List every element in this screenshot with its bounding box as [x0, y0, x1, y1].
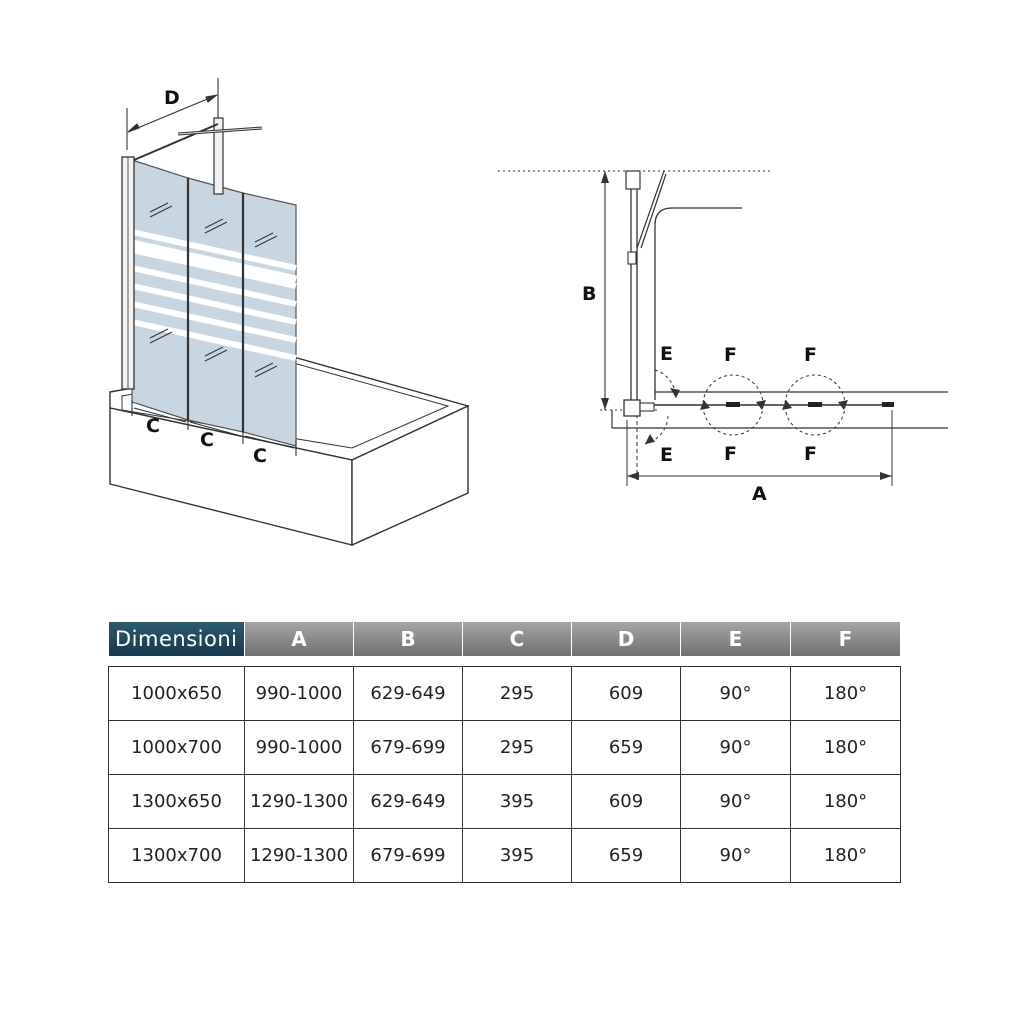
cell-a: 990-1000	[245, 721, 354, 775]
label-c-3: C	[253, 445, 267, 467]
cell-f: 180°	[791, 829, 901, 883]
label-f-bottom-2: F	[804, 443, 817, 465]
cell-f: 180°	[791, 721, 901, 775]
cell-b: 679-699	[354, 829, 463, 883]
cell-d: 609	[572, 667, 681, 721]
label-f-top-1: F	[724, 344, 737, 366]
cell-a: 1290-1300	[245, 775, 354, 829]
cell-e: 90°	[681, 775, 791, 829]
table-row	[109, 667, 901, 721]
header-b: B	[354, 622, 463, 656]
header-f: F	[791, 622, 901, 656]
cell-d: 659	[572, 829, 681, 883]
table-row	[109, 829, 901, 883]
cell-b: 629-649	[354, 667, 463, 721]
label-b: B	[582, 283, 597, 305]
label-c-2: C	[200, 429, 214, 451]
table-row	[109, 721, 901, 775]
cell-c: 295	[463, 667, 572, 721]
glass-panels	[122, 118, 296, 446]
cell-e: 90°	[681, 721, 791, 775]
table-header-row	[109, 622, 901, 656]
cell-f: 180°	[791, 667, 901, 721]
cell-a: 1290-1300	[245, 829, 354, 883]
cell-a: 990-1000	[245, 667, 354, 721]
cell-size: 1300x650	[109, 775, 245, 829]
label-c-1: C	[146, 415, 160, 437]
cell-b: 629-649	[354, 775, 463, 829]
label-e-top: E	[660, 343, 673, 365]
header-c: C	[463, 622, 572, 656]
label-e-bottom: E	[660, 444, 673, 466]
cell-size: 1000x650	[109, 667, 245, 721]
header-a: A	[245, 622, 354, 656]
label-d: D	[164, 87, 180, 109]
cell-f: 180°	[791, 775, 901, 829]
label-a: A	[752, 483, 767, 505]
table-row	[109, 775, 901, 829]
cell-size: 1300x700	[109, 829, 245, 883]
header-d: D	[572, 622, 681, 656]
perspective-view	[110, 78, 468, 545]
cell-b: 679-699	[354, 721, 463, 775]
cell-d: 659	[572, 721, 681, 775]
header-e: E	[681, 622, 791, 656]
cell-c: 395	[463, 775, 572, 829]
cell-size: 1000x700	[109, 721, 245, 775]
cell-e: 90°	[681, 829, 791, 883]
dimensions-table	[108, 622, 901, 883]
label-f-bottom-1: F	[724, 443, 737, 465]
cell-d: 609	[572, 775, 681, 829]
cell-c: 295	[463, 721, 572, 775]
cell-c: 395	[463, 829, 572, 883]
plan-view	[498, 171, 948, 486]
label-f-top-2: F	[804, 344, 817, 366]
cell-e: 90°	[681, 667, 791, 721]
header-dimensioni: Dimensioni	[109, 622, 245, 656]
